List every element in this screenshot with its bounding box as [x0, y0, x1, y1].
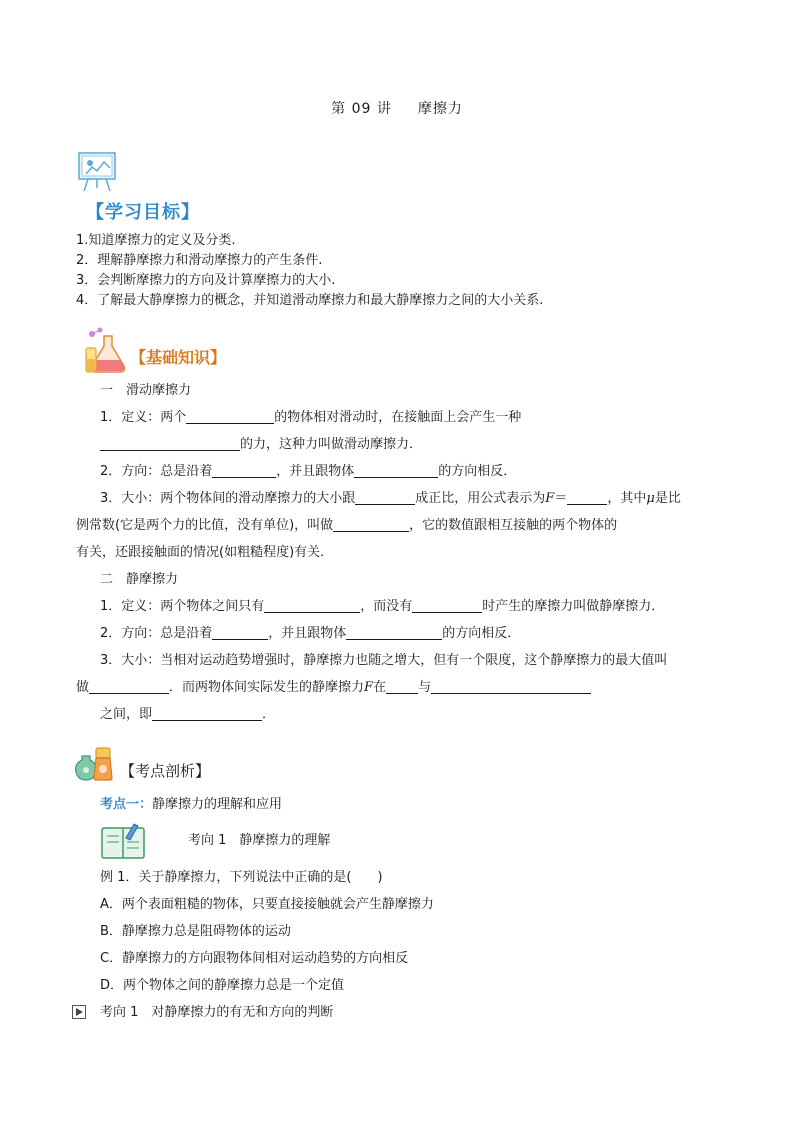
basics-heading: 【基础知识】 — [130, 348, 227, 367]
sliding-magnitude-line3: 有关，还跟接触面的情况(如粗糙程度)有关． — [76, 545, 334, 560]
fill-blank[interactable] — [89, 679, 169, 694]
goal-item: 3．会判断摩擦力的方向及计算摩擦力的大小. — [76, 273, 336, 288]
sliding-title: 一 滑动摩擦力 — [100, 383, 192, 398]
play-triangle-icon — [72, 1005, 86, 1019]
static-title: 二 静摩擦力 — [100, 572, 179, 587]
chemistry-bottles-icon — [74, 742, 118, 782]
sliding-magnitude-line2: 例常数(它是两个力的比值，没有单位)，叫做 ，它的数值跟相互接触的两个物体的 — [76, 518, 618, 533]
static-magnitude-line1: 3．大小：当相对运动趋势增强时，静摩擦力也随之增大，但有一个限度，这个静摩擦力的最大值叫 — [100, 653, 668, 668]
analysis-heading: 【考点剖析】 — [120, 762, 211, 780]
fill-blank[interactable] — [354, 463, 438, 478]
static-direction: 2．方向：总是沿着 ，并且跟物体 的方向相反． — [100, 626, 521, 641]
fill-blank[interactable] — [212, 625, 268, 640]
fill-blank[interactable] — [186, 409, 274, 424]
option-a: A．两个表面粗糙的物体，只要直接接触就会产生静摩擦力 — [100, 897, 434, 912]
exam-point-label: 考点一： — [100, 797, 153, 812]
presentation-board-icon — [76, 150, 120, 194]
fill-blank[interactable] — [386, 679, 418, 694]
direction-2: 考向 1 对静摩擦力的有无和方向的判断 — [100, 1005, 334, 1020]
option-d: D．两个物体之间的静摩擦力总是一个定值 — [100, 978, 345, 993]
sliding-definition-line1: 1．定义：两个 的物体相对滑动时，在接触面上会产生一种 — [100, 410, 522, 425]
lesson-number: 第 09 讲 — [331, 101, 392, 117]
lesson-topic: 摩擦力 — [417, 101, 463, 117]
exam-point-1: 考点一：静摩擦力的理解和应用 — [100, 797, 283, 812]
open-book-pencil-icon — [100, 822, 146, 860]
sliding-magnitude-line1: 3．大小：两个物体间的滑动摩擦力的大小跟 成正比，用公式表示为F＝ ，其中μ是比 — [100, 491, 681, 506]
static-magnitude-line2: 做 ．而两物体间实际发生的静摩擦力F在 与 — [76, 679, 591, 697]
fill-blank[interactable] — [355, 490, 415, 505]
example-question: 例 1．关于静摩擦力，下列说法中正确的是( ) — [100, 870, 383, 885]
sliding-definition-line2: 的力，这种力叫做滑动摩擦力． — [100, 436, 422, 454]
option-b: B．静摩擦力总是阻碍物体的运动 — [100, 924, 291, 939]
goals-heading: 【学习目标】 — [86, 202, 200, 223]
fill-blank[interactable] — [567, 490, 607, 505]
fill-blank[interactable] — [152, 706, 262, 721]
goal-item: 1.知道摩擦力的定义及分类. — [76, 233, 236, 248]
option-c: C．静摩擦力的方向跟物体间相对运动趋势的方向相反 — [100, 951, 409, 966]
goal-item: 2．理解静摩擦力和滑动摩擦力的产生条件. — [76, 253, 323, 268]
fill-blank[interactable] — [212, 463, 276, 478]
fill-blank[interactable] — [333, 517, 409, 532]
fill-blank[interactable] — [100, 436, 240, 451]
flask-icon — [82, 326, 134, 376]
page-title — [0, 98, 794, 118]
sliding-direction: 2．方向：总是沿着 ，并且跟物体 的方向相反． — [100, 464, 517, 479]
example-label: 例 1． — [100, 870, 139, 885]
fill-blank[interactable] — [431, 679, 591, 694]
fill-blank[interactable] — [264, 598, 360, 613]
static-magnitude-line3: 之间，即 ． — [100, 707, 276, 722]
direction-1: 考向 1 静摩擦力的理解 — [188, 833, 331, 848]
goal-item: 4．了解最大静摩擦力的概念，并知道滑动摩擦力和最大静摩擦力之间的大小关系. — [76, 293, 544, 308]
fill-blank[interactable] — [412, 598, 482, 613]
fill-blank[interactable] — [346, 625, 442, 640]
static-definition: 1．定义：两个物体之间只有 ，而没有 时产生的摩擦力叫做静摩擦力． — [100, 599, 665, 614]
